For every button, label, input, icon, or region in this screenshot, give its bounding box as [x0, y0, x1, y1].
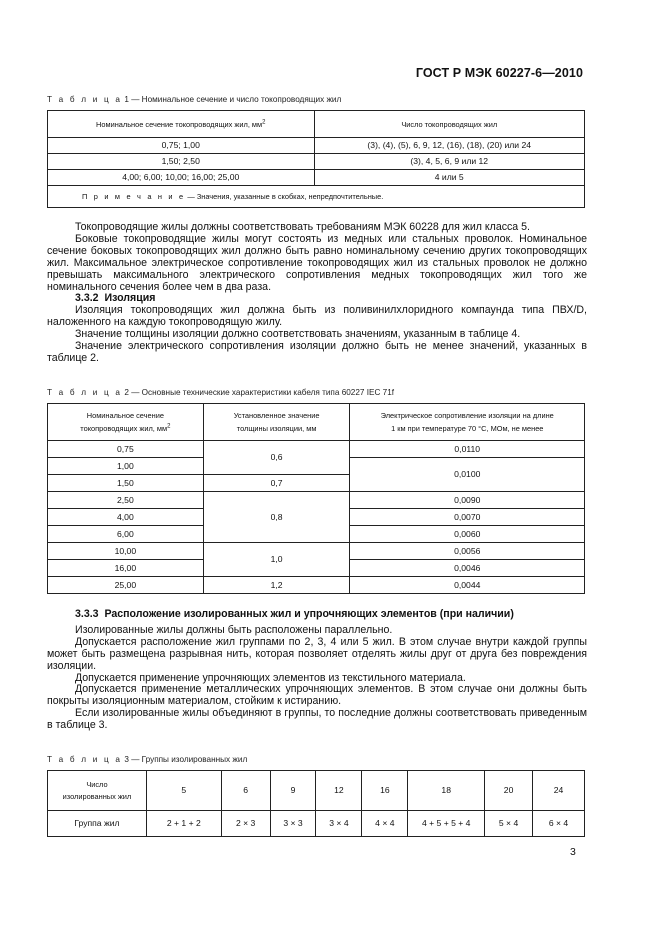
section-333-heading: 3.3.3 Расположение изолированных жил и упрочняющих элементов (при наличии) — [75, 608, 514, 620]
table2-thickness-cell: 0,7 — [203, 475, 350, 492]
table2-thickness-cell: 0,8 — [203, 492, 350, 543]
table2-thickness-cell: 1,0 — [203, 543, 350, 577]
table2-section-cell: 1,00 — [48, 458, 204, 475]
table3-caption-text: 3 — Группы изолированных жил — [124, 755, 248, 764]
table1-note-row — [48, 186, 585, 208]
table2-thickness-cell: 0,6 — [203, 441, 350, 475]
table3-group-cell: 2 × 3 — [221, 811, 270, 837]
table2-resistance-cell: 0,0070 — [350, 509, 585, 526]
table2-resistance-cell: 0,0046 — [350, 560, 585, 577]
table2-col3-header: Электрическое сопротивление изоляции на длине 1 км при температуре 70 °С, МОм, не менее — [350, 404, 585, 441]
table1-cell: 0,75; 1,00 — [48, 138, 315, 154]
table3-count-cell: 9 — [270, 771, 316, 811]
table1-cell: 1,50; 2,50 — [48, 154, 315, 170]
table1-col2-header: Число токопроводящих жил — [314, 111, 585, 138]
table2-caption — [47, 388, 394, 397]
table-row — [48, 170, 585, 186]
table3-group-cell: 2 + 1 + 2 — [146, 811, 221, 837]
table1-caption-text: 1 — Номинальное сечение и число токопроводящих жил — [124, 95, 342, 104]
table-row — [48, 154, 585, 170]
table1-cell: (3), 4, 5, 6, 9 или 12 — [314, 154, 585, 170]
table-3 — [47, 770, 585, 837]
table3-count-cell: 18 — [408, 771, 485, 811]
table1-caption — [47, 95, 341, 104]
table2-col2-header: Установленное значение толщины изоляции, мм — [203, 404, 350, 441]
table3-count-cell: 6 — [221, 771, 270, 811]
table3-group-cell: 3 × 4 — [316, 811, 362, 837]
paragraph: Допускается расположение жил группами по 2, 3, 4 или 5 жил. В этом случае внутри каждой группы может быть размещена разрывная нить, которая позволяет отделять жилы друг от друга без повреждения изоляции. — [47, 635, 587, 672]
table2-col1-header: Номинальное сечение токопроводящих жил, $мм^2$ — [48, 404, 204, 441]
table2-section-cell: 6,00 — [48, 526, 204, 543]
table3-group-cell: 4 + 5 + 5 + 4 — [408, 811, 485, 837]
table2-header-row — [48, 404, 585, 441]
table3-group-cell: 6 × 4 — [533, 811, 585, 837]
table3-group-row — [48, 811, 585, 837]
table3-count-cell: 5 — [146, 771, 221, 811]
table3-row-label: Группа жил — [48, 811, 147, 837]
table-row — [48, 543, 585, 560]
table1-cell: 4 или 5 — [314, 170, 585, 186]
table3-group-cell: 4 × 4 — [362, 811, 408, 837]
page-number: 3 — [570, 846, 576, 858]
table2-section-cell: 10,00 — [48, 543, 204, 560]
table2-caption-text: 2 — Основные технические характеристики кабеля типа 60227 IEC 71f — [124, 388, 395, 397]
table2-section-cell: 16,00 — [48, 560, 204, 577]
table2-resistance-cell: 0,0056 — [350, 543, 585, 560]
table2-caption-label: Т а б л и ц а — [47, 388, 123, 397]
section-332-heading: 3.3.2 Изоляция — [75, 292, 156, 305]
table3-group-cell: 3 × 3 — [270, 811, 316, 837]
table-row — [48, 138, 585, 154]
table-1 — [47, 110, 585, 208]
table3-count-cell: 16 — [362, 771, 408, 811]
table1-col1-header: Номинальное сечение токопроводящих жил, $мм^2$ — [48, 111, 315, 138]
paragraph: Допускается применение металлических упрочняющих элементов. В этом случае они должны быть покрыты изоляционным материалом, стойким к истиранию. — [47, 683, 587, 708]
table2-section-cell: 1,50 — [48, 475, 204, 492]
table2-section-cell: 2,50 — [48, 492, 204, 509]
body-paragraphs-1 — [47, 222, 587, 365]
table2-resistance-cell: 0,0100 — [350, 458, 585, 492]
table2-resistance-cell: 0,0044 — [350, 577, 585, 594]
table1-header-row — [48, 111, 585, 138]
table2-resistance-cell: 0,0060 — [350, 526, 585, 543]
paragraph: Значение толщины изоляции должно соответствовать значениям, указанным в таблице 4. — [75, 328, 521, 341]
paragraph: Боковые токопроводящие жилы могут состоять из медных или стальных проволок. Номинальное сечение боковых токопроводящих жил должно быть равно номинальному сечению других токопроводящих жил. Максимальное электрическое сопротивление токопроводящих жил из стальных проволок не должно превышать максимального электрического сопротивления медных токопроводящих жил того же номинального сечения более чем в два раза. — [47, 232, 587, 293]
paragraph: Изолированные жилы должны быть расположены параллельно. — [75, 623, 393, 636]
table3-count-cell: 12 — [316, 771, 362, 811]
table2-resistance-cell: 0,0110 — [350, 441, 585, 458]
table-2 — [47, 403, 585, 594]
table3-caption-label: Т а б л и ц а — [47, 755, 123, 764]
table3-count-cell: 20 — [485, 771, 533, 811]
table2-section-cell: 4,00 — [48, 509, 204, 526]
paragraph: Токопроводящие жилы должны соответствовать требованиям МЭК 60228 для жил класса 5. — [75, 221, 530, 233]
table-row — [48, 492, 585, 509]
paragraph: Допускается применение упрочняющих элементов из текстильного материала. — [75, 671, 466, 684]
section-333 — [47, 609, 587, 732]
table1-cell: (3), (4), (5), 6, 9, 12, (16), (18), (20) или 24 — [314, 138, 585, 154]
table2-section-cell: 0,75 — [48, 441, 204, 458]
table2-thickness-cell: 1,2 — [203, 577, 350, 594]
paragraph: Изоляция токопроводящих жил должна быть из поливинилхлоридного компаунда типа ПВХ/D, наложенного на каждую токопроводящую жилу. — [47, 304, 587, 329]
table1-note: П р и м е ч а н и е — Значения, указанные в скобках, непредпочтительные. — [48, 186, 585, 208]
table-row — [48, 577, 585, 594]
paragraph: Значение электрического сопротивления изоляции должно быть не менее значений, указанных в таблице 2. — [47, 340, 587, 364]
table1-cell: 4,00; 6,00; 10,00; 16,00; 25,00 — [48, 170, 315, 186]
table3-group-cell: 5 × 4 — [485, 811, 533, 837]
table3-row-label: Число изолированных жил — [48, 771, 147, 811]
document-header: ГОСТ Р МЭК 60227-6—2010 — [415, 66, 583, 80]
table3-count-cell: 24 — [533, 771, 585, 811]
table-row — [48, 441, 585, 458]
table3-count-row — [48, 771, 585, 811]
table2-resistance-cell: 0,0090 — [350, 492, 585, 509]
paragraph: Если изолированные жилы объединяют в группы, то последние должны соответствовать приведенным в таблице 3. — [47, 707, 587, 732]
table3-caption — [47, 755, 247, 764]
table1-caption-label: Т а б л и ц а — [47, 95, 123, 104]
table2-section-cell: 25,00 — [48, 577, 204, 594]
